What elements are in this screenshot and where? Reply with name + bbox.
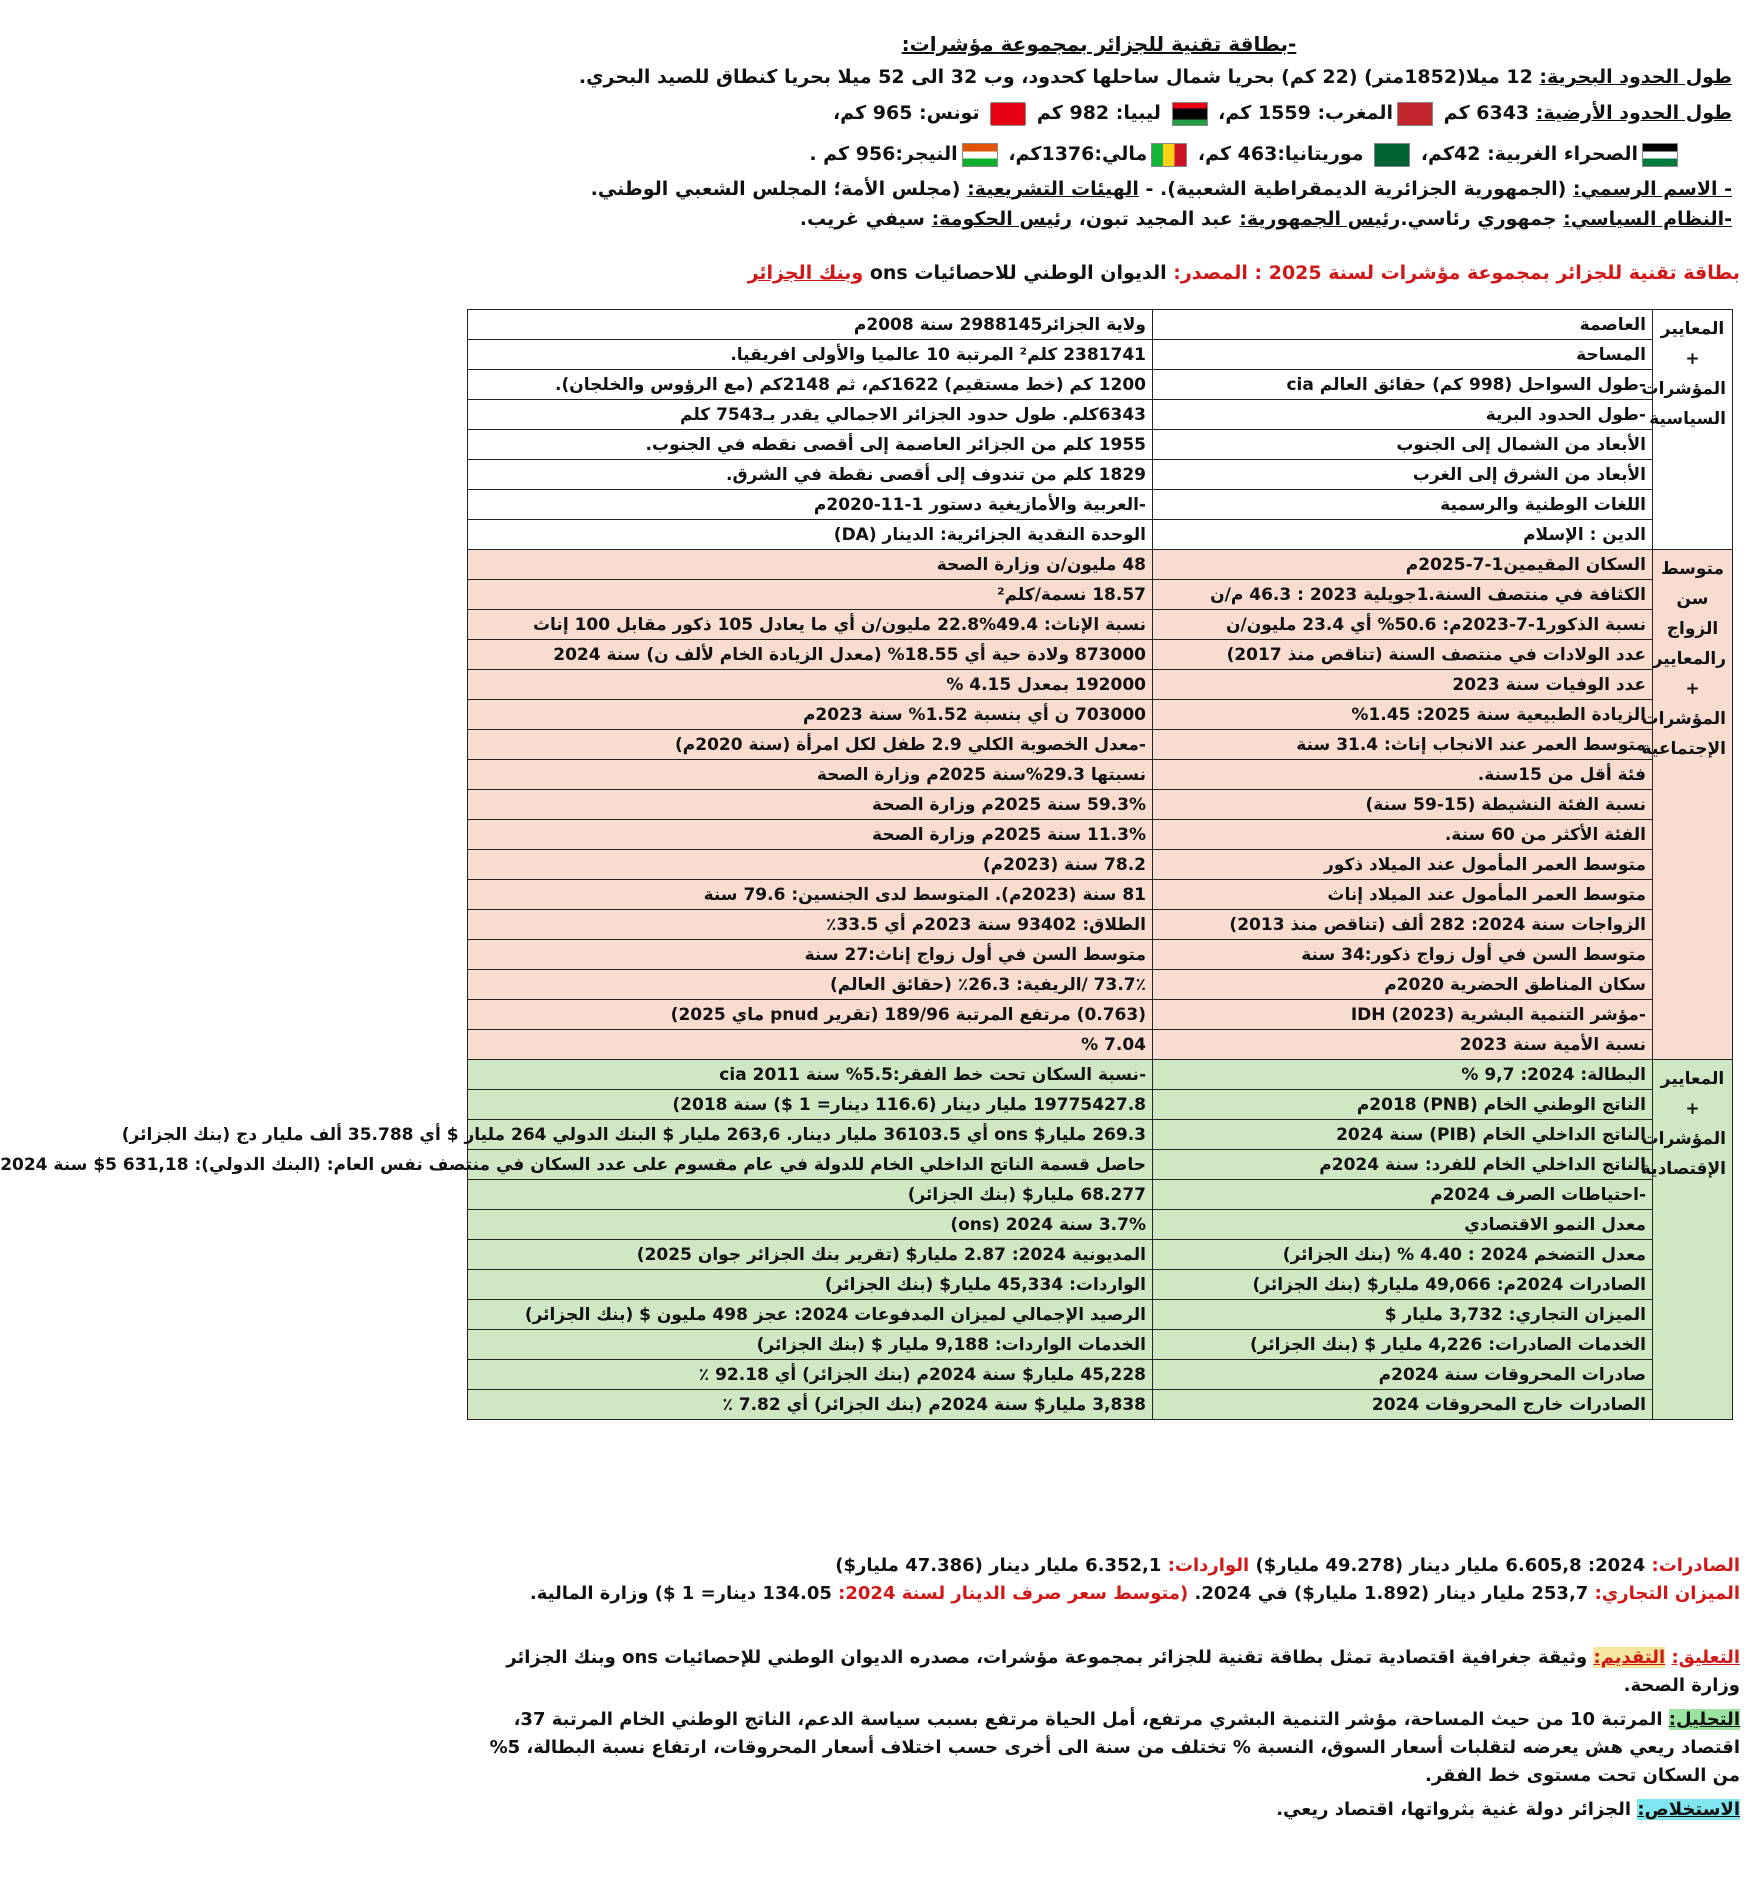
sea-borders-line: [456, 62, 1732, 92]
intro-text: وثيقة جغرافية اقتصادية تمثل بطاقة تقنية للجزائر بمجموعة مؤشرات، مصدره الديوان الوطني للإحصائيات ons وبنك الجزائر: [506, 1647, 1594, 1668]
tunisia-border: تونس: 965 كم،: [832, 102, 987, 124]
exports-text: 2024: 6.605,8 مليار دينار (49.278 مليار$): [1249, 1555, 1652, 1576]
subtitle-ons: ons: [869, 262, 908, 284]
indicator-label-cell: فئة أقل من 15سنة.: [1153, 760, 1653, 790]
indicator-value-cell: الطلاق: 93402 سنة 2023م أي 33.5٪: [468, 910, 1153, 940]
conclusion-label: الاستخلاص:: [1637, 1799, 1740, 1820]
indicator-label-cell: عدد الوفيات سنة 2023: [1153, 670, 1653, 700]
legislative-text: (مجلس الأمة؛ المجلس الشعبي الوطني.: [590, 178, 968, 200]
land-borders-total: 6343 كم: [1437, 102, 1536, 124]
indicator-label-cell: الناتج الوطني الخام (PNB) 2018م: [1153, 1090, 1653, 1120]
indicator-value-cell: نسبتها 29.3%سنة 2025م وزارة الصحة: [468, 760, 1153, 790]
table-row: [468, 1390, 1733, 1420]
indicator-value-cell: 3.7% سنة 2024 (ons): [468, 1210, 1153, 1240]
document-title: -بطاقة تقنية للجزائر بمجموعة مؤشرات:: [901, 32, 1297, 56]
trade-summary-line: [456, 1552, 1740, 1580]
indicator-value-cell: 1829 كلم من تندوف إلى أقصى نقطة في الشرق.: [468, 460, 1153, 490]
official-name-text: (الجمهورية الجزائرية الديمقراطية الشعبية). -: [1138, 178, 1573, 200]
indicator-value-cell: 48 مليون/ن وزارة الصحة: [468, 550, 1153, 580]
president-text: عبد المجيد تبون،: [1072, 208, 1240, 230]
balance-label: الميزان التجاري:: [1594, 1583, 1740, 1604]
indicator-label-cell: -طول الحدود البرية: [1153, 400, 1653, 430]
table-row: [468, 490, 1733, 520]
indicator-value-cell: 19775427.8 مليار دينار (116.6 دينار= 1 $) سنة 2018): [468, 1090, 1153, 1120]
indicator-value-cell: 68.277 مليار$ (بنك الجزائر): [468, 1180, 1153, 1210]
exchange-rate-value: 134.05 دينار= 1 $) وزارة المالية.: [529, 1583, 839, 1604]
indicator-label-cell: معدل النمو الاقتصادي: [1153, 1210, 1653, 1240]
indicator-label-cell: الدين : الإسلام: [1153, 520, 1653, 550]
regime-text: جمهوري رئاسي.: [1400, 208, 1564, 230]
analysis-line: [456, 1706, 1740, 1734]
indicator-value-cell: -معدل الخصوبة الكلي 2.9 طفل لكل امرأة (سنة 2020م): [468, 730, 1153, 760]
indicator-value-cell: الوحدة النقدية الجزائرية: الدينار (DA): [468, 520, 1153, 550]
libya-flag-icon: [1172, 102, 1208, 126]
indicator-value-cell: 3,838 مليار$ سنة 2024م (بنك الجزائر) أي 7.82 ٪: [468, 1390, 1153, 1420]
table-row: [468, 1210, 1733, 1240]
subtitle-bank: وبنك الجزائر: [747, 262, 864, 284]
indicator-value-cell: 81 سنة (2023م). المتوسط لدى الجنسين: 79.6 سنة: [468, 880, 1153, 910]
indicator-label-cell: متوسط العمر المأمول عند الميلاد ذكور: [1153, 850, 1653, 880]
indicator-label-cell: الصادرات خارج المحروقات 2024: [1153, 1390, 1653, 1420]
indicator-value-cell: نسبة الإناث: 49.4%22.8 مليون/ن أي ما يعادل 105 ذكور مقابل 100 إناث: [468, 610, 1153, 640]
subtitle-source: الديوان الوطني للاحصائيات: [907, 262, 1174, 284]
table-row: [468, 1090, 1733, 1120]
table-row: [468, 670, 1733, 700]
legislative-label: الهيئات التشريعية:: [967, 178, 1139, 200]
indicator-value-cell: 703000 ن أي بنسبة 1.52% سنة 2023م: [468, 700, 1153, 730]
indicator-value-cell: 269.3 مليار$ ons أي 36103.5 مليار دينار. 263,6 مليار $ البنك الدولي 264 مليار $ أي 35.788 ألف مليار دج (بنك الجزائر): [468, 1120, 1153, 1150]
intro-text-line-2: وزارة الصحة.: [1623, 1675, 1740, 1696]
niger-flag-icon: [962, 143, 998, 167]
official-name-line: [456, 174, 1732, 204]
category-cell: المعايير + المؤشرات السياسية: [1653, 310, 1733, 550]
indicator-value-cell: 73.7٪ /الريفية: 26.3٪ (حقائق العالم): [468, 970, 1153, 1000]
land-borders-line: [456, 98, 1732, 128]
balance-text: 253,7 مليار دينار (1.892 مليار$) في 2024.: [1188, 1583, 1595, 1604]
table-row: [468, 730, 1733, 760]
indicator-value-cell: الخدمات الواردات: 9,188 مليار $ (بنك الجزائر): [468, 1330, 1153, 1360]
table-row: [468, 1180, 1733, 1210]
indicator-value-cell: الرصيد الإجمالي لميزان المدفوعات 2024: عجز 498 مليون $ (بنك الجزائر): [468, 1300, 1153, 1330]
indicator-value-cell: الواردات: 45,334 مليار$ (بنك الجزائر): [468, 1270, 1153, 1300]
imports-text: 6.352,1 مليار دينار (47.386 مليار$): [835, 1555, 1168, 1576]
indicator-value-cell: -العربية والأمازيغية دستور 1-11-2020م: [468, 490, 1153, 520]
table-row: [468, 310, 1733, 340]
table-row: [468, 1360, 1733, 1390]
table-row: [468, 580, 1733, 610]
analysis-text-line-2: اقتصاد ريعي هش يعرضه لتقلبات أسعار السوق، النسبة % تختلف من سنة الى أخرى حسب اختلاف أسعار المحروقات، ارتفاع نسبة البطالة، 5%: [489, 1737, 1740, 1758]
indicator-value-cell: 6343كلم. طول حدود الجزائر الاجمالي يقدر بـ7543 كلم: [468, 400, 1153, 430]
indicator-label-cell: المساحة: [1153, 340, 1653, 370]
indicator-label-cell: متوسط العمر عند الانجاب إناث: 31.4 سنة: [1153, 730, 1653, 760]
analysis-text-line-3: من السكان تحت مستوى خط الفقر.: [1424, 1765, 1740, 1786]
indicator-value-cell: -نسبة السكان تحت خط الفقر:5.5% سنة 2011 cia: [468, 1060, 1153, 1090]
land-borders-label: طول الحدود الأرضية:: [1535, 102, 1732, 124]
exports-label: الصادرات:: [1651, 1555, 1740, 1576]
table-row: [468, 700, 1733, 730]
western-sahara-flag-icon: [1642, 143, 1678, 167]
table-row: [468, 340, 1733, 370]
table-row: [468, 1030, 1733, 1060]
indicator-label-cell: -احتياطات الصرف 2024م: [1153, 1180, 1653, 1210]
indicator-value-cell: 2381741 كلم² المرتبة 10 عالميا والأولى افريقيا.: [468, 340, 1153, 370]
indicator-value-cell: ولاية الجزائر2988145 سنة 2008م: [468, 310, 1153, 340]
table-row: [468, 1150, 1733, 1180]
indicator-label-cell: نسبة الفئة النشيطة (15-59 سنة): [1153, 790, 1653, 820]
indicator-label-cell: الفئة الأكثر من 60 سنة.: [1153, 820, 1653, 850]
table-row: [468, 790, 1733, 820]
official-name-label: - الاسم الرسمي:: [1572, 178, 1732, 200]
table-row: [468, 1270, 1733, 1300]
land-borders-line-2: [456, 139, 1682, 169]
mali-border: مالي:1376كم،: [1008, 143, 1148, 165]
niger-border: النيجر:956 كم .: [809, 143, 958, 165]
indicator-label-cell: صادرات المحروقات سنة 2024م: [1153, 1360, 1653, 1390]
sea-borders-label: طول الحدود البحرية:: [1539, 66, 1732, 88]
indicator-value-cell: 18.57 نسمة/كلم²: [468, 580, 1153, 610]
indicator-label-cell: الكثافة في منتصف السنة.1جويلية 2023 : 46.3 م/ن: [1153, 580, 1653, 610]
table-row: [468, 1060, 1733, 1090]
indicator-label-cell: عدد الولادات في منتصف السنة (تناقص منذ 2017): [1153, 640, 1653, 670]
comment-label: التعليق:: [1671, 1647, 1740, 1668]
indicator-label-cell: -طول السواحل (998 كم) حقائق العالم cia: [1153, 370, 1653, 400]
libya-border: ليبيا: 982 كم: [1030, 102, 1168, 124]
indicator-label-cell: السكان المقيمين1-7-2025م: [1153, 550, 1653, 580]
card-subtitle: [456, 262, 1740, 284]
indicator-value-cell: المديونية 2024: 2.87 مليار$ (تقرير بنك الجزائر جوان 2025): [468, 1240, 1153, 1270]
indicator-value-cell: 1955 كلم من الجزائر العاصمة إلى أقصى نقطه في الجنوب.: [468, 430, 1153, 460]
indicators-table: [0, 309, 1733, 1420]
table-row: [468, 1120, 1733, 1150]
indicator-label-cell: معدل التضخم 2024 : 4.40 % (بنك الجزائر): [1153, 1240, 1653, 1270]
president-label: رئيس الجمهورية:: [1239, 208, 1401, 230]
indicator-label-cell: الصادرات 2024م: 49,066 مليار$ (بنك الجزائر): [1153, 1270, 1653, 1300]
table-row: [468, 910, 1733, 940]
imports-label: الواردات:: [1167, 1555, 1250, 1576]
indicator-value-cell: متوسط السن في أول زواج إناث:27 سنة: [468, 940, 1153, 970]
indicator-label-cell: متوسط السن في أول زواج ذكور:34 سنة: [1153, 940, 1653, 970]
indicator-label-cell: البطالة: 2024: 9,7 %: [1153, 1060, 1653, 1090]
table-row: [468, 970, 1733, 1000]
sahara-border: الصحراء الغربية: 42كم،: [1420, 143, 1638, 165]
morocco-border: المغرب: 1559 كم،: [1218, 102, 1394, 124]
indicator-label-cell: سكان المناطق الحضرية 2020م: [1153, 970, 1653, 1000]
table-row: [468, 820, 1733, 850]
indicator-value-cell: 11.3% سنة 2025م وزارة الصحة: [468, 820, 1153, 850]
indicator-label-cell: الناتج الداخلي الخام (PIB) سنة 2024: [1153, 1120, 1653, 1150]
pm-text: سيفي غريب.: [799, 208, 932, 230]
indicator-label-cell: الأبعاد من الشرق إلى الغرب: [1153, 460, 1653, 490]
table-row: [468, 760, 1733, 790]
table-row: [468, 1240, 1733, 1270]
pm-label: رئيس الحكومة:: [931, 208, 1073, 230]
indicator-label-cell: -مؤشر التنمية البشرية IDH (2023): [1153, 1000, 1653, 1030]
morocco-flag-icon: [1397, 102, 1433, 126]
table-row: [468, 850, 1733, 880]
indicator-value-cell: 59.3% سنة 2025م وزارة الصحة: [468, 790, 1153, 820]
comment-intro-line: [456, 1644, 1740, 1672]
sea-borders-text: 12 ميلا(1852متر) (22 كم) بحريا شمال ساحلها كحدود، وب 32 الى 52 ميلا بحريا كنطاق للصيد البحري.: [578, 66, 1540, 88]
table-row: [468, 610, 1733, 640]
table-row: [468, 460, 1733, 490]
analysis-label: التحليل:: [1668, 1709, 1740, 1730]
indicator-label-cell: الخدمات الصادرات: 4,226 مليار $ (بنك الجزائر): [1153, 1330, 1653, 1360]
table-row: [468, 1300, 1733, 1330]
exchange-rate-label: (متوسط سعر صرف الدينار لسنة 2024:: [838, 1583, 1189, 1604]
category-cell: متوسط سن الزواج رالمعايير + المؤشرات الإجتماعية: [1653, 550, 1733, 1060]
table-row: [468, 550, 1733, 580]
indicator-label-cell: الزيادة الطبيعية سنة 2025: 1.45%: [1153, 700, 1653, 730]
intro-label: التقديم:: [1593, 1647, 1666, 1668]
table-row: [468, 400, 1733, 430]
indicator-value-cell: 192000 بمعدل 4.15 %: [468, 670, 1153, 700]
indicator-value-cell: (0.763) مرتفع المرتبة 189/96 (تقرير pnud ماي 2025): [468, 1000, 1153, 1030]
indicator-label-cell: اللغات الوطنية والرسمية: [1153, 490, 1653, 520]
indicator-value-cell: 78.2 سنة (2023م): [468, 850, 1153, 880]
indicator-label-cell: العاصمة: [1153, 310, 1653, 340]
political-regime-line: [456, 204, 1732, 234]
table-row: [468, 370, 1733, 400]
mauritania-border: موريتانيا:463 كم،: [1197, 143, 1371, 165]
indicator-label-cell: الأبعاد من الشمال إلى الجنوب: [1153, 430, 1653, 460]
conclusion-text: الجزائر دولة غنية بثرواتها، اقتصاد ريعي.: [1276, 1799, 1638, 1820]
trade-balance-line: [456, 1580, 1740, 1608]
indicator-label-cell: الميزان التجاري: 3,732 مليار $: [1153, 1300, 1653, 1330]
indicator-label-cell: متوسط العمر المأمول عند الميلاد إناث: [1153, 880, 1653, 910]
table-row: [468, 880, 1733, 910]
indicator-label-cell: نسبة الأمية سنة 2023: [1153, 1030, 1653, 1060]
indicator-label-cell: الزواجات سنة 2024: 282 ألف (تناقص منذ 2013): [1153, 910, 1653, 940]
category-cell: المعايير + المؤشرات الإقتصادية: [1653, 1060, 1733, 1420]
indicator-label-cell: نسبة الذكور1-7-2023م: 50.6% أي 23.4 مليون/ن: [1153, 610, 1653, 640]
subtitle-part1: بطاقة تقنية للجزائر بمجموعة مؤشرات لسنة 2025 : المصدر:: [1173, 262, 1740, 284]
table-row: [468, 1330, 1733, 1360]
table-row: [468, 640, 1733, 670]
table-row: [468, 940, 1733, 970]
indicator-value-cell: 1200 كم (خط مستقيم) 1622كم، ثم 2148كم (مع الرؤوس والخلجان).: [468, 370, 1153, 400]
regime-label: -النظام السياسي:: [1563, 208, 1732, 230]
table-row: [468, 1000, 1733, 1030]
indicator-value-cell: 7.04 %: [468, 1030, 1153, 1060]
indicator-label-cell: الناتج الداخلي الخام للفرد: سنة 2024م: [1153, 1150, 1653, 1180]
table-row: [468, 430, 1733, 460]
table-row: [468, 520, 1733, 550]
indicator-value-cell: 873000 ولادة حية أي 18.55% (معدل الزيادة الخام لألف ن) سنة 2024: [468, 640, 1153, 670]
mauritania-flag-icon: [1374, 143, 1410, 167]
conclusion-line: [456, 1796, 1740, 1824]
mali-flag-icon: [1151, 143, 1187, 167]
indicator-value-cell: حاصل قسمة الناتج الداخلي الخام للدولة في عام مقسوم على عدد السكان في منتصف نفس العام: (البنك الدولي): 631,18 5$ سنة 2024: [468, 1150, 1153, 1180]
analysis-text: المرتبة 10 من حيث المساحة، مؤشر التنمية البشري مرتفع، أمل الحياة مرتفع بسبب سياسة الدعم، الناتج الوطني الخام المرتبة 37،: [513, 1709, 1669, 1730]
indicator-value-cell: 45,228 مليار$ سنة 2024م (بنك الجزائر) أي 92.18 ٪: [468, 1360, 1153, 1390]
tunisia-flag-icon: [990, 102, 1026, 126]
